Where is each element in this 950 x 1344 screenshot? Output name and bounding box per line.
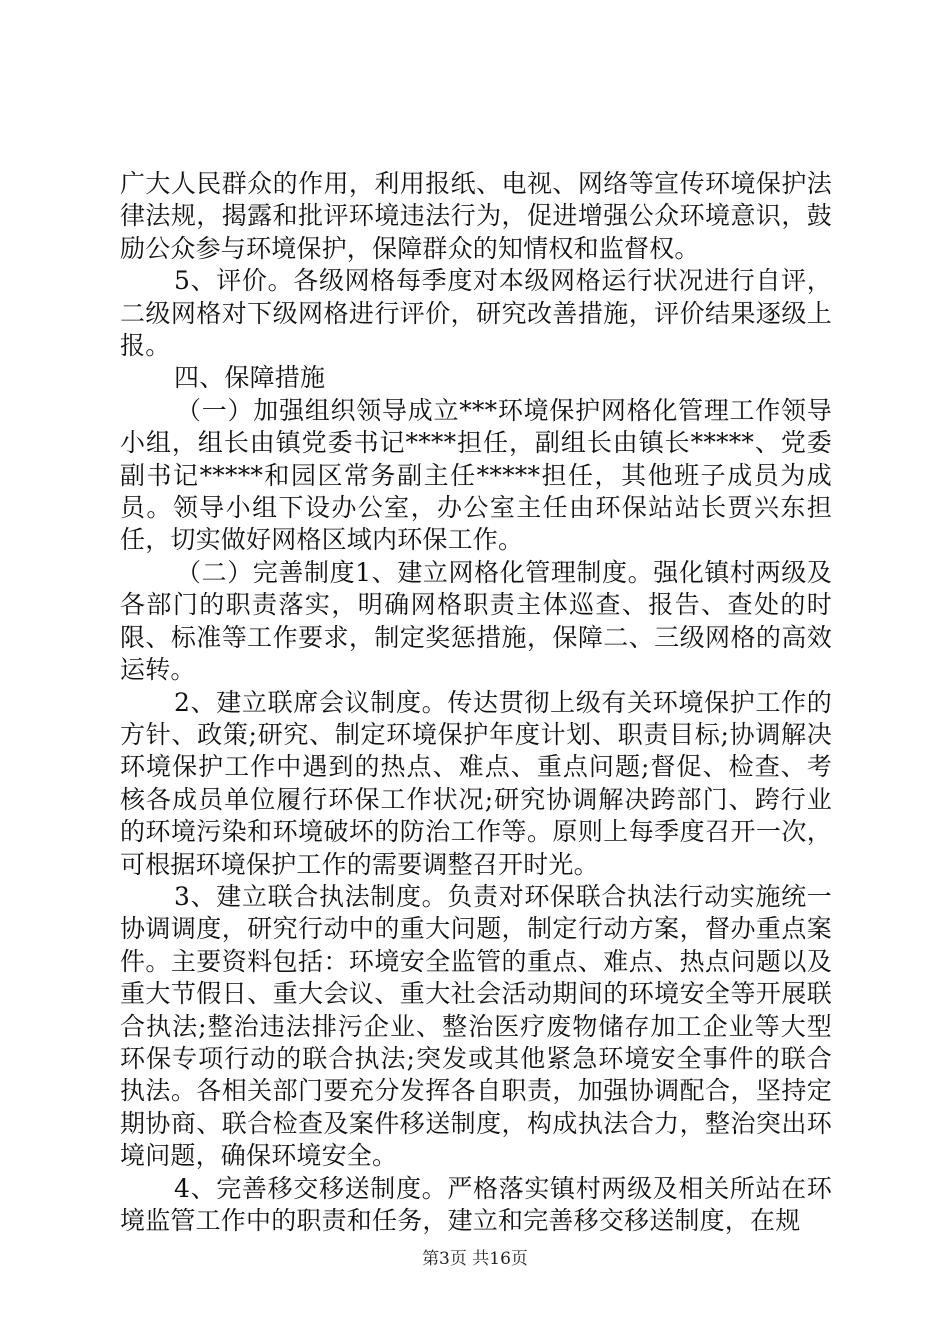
paragraph-joint-enforcement: 3、建立联合执法制度。负责对环保联合执法行动实施统一协调调度，研究行动中的重大问题，制定行动方案，督办重点案件。主要资料包括：环境安全监管的重点、难点、热点问题以及重大节假日、重大会议、重大社会活动期间的环境安全等开展联合执法;整治违法排污企业、整治医疗废物储存加工企业等大型环保专项行动的联合执法;突发或其他紧急环境安全事件的联合执法。各相关部门要充分发挥各自职责，加强协调配合，坚持定期协商、联合检查及案件移送制度，构成执法合力，整治突出环境问题，确保环境安全。 — [120, 881, 832, 1171]
page-number-footer: 第3页 共16页 — [422, 1249, 528, 1269]
paragraph-public-participation: 广大人民群众的作用，利用报纸、电视、网络等宣传环境保护法律法规，揭露和批评环境违法行为，促进增强公众环境意识，鼓励公众参与环境保护，保障群众的知情权和监督权。 — [120, 169, 832, 263]
paragraph-organization-leadership: （一）加强组织领导成立***环境保护网格化管理工作领导小组，组长由镇党委书记****担任，副组长由镇长*****、党委副书记*****和园区常务副主任*****担任，其他班子成员为成员。领导小组下设办公室，办公室主任由环保站站长贾兴东担任，切实做好网格区域内环保工作。 — [120, 395, 832, 555]
section-heading-safeguards: 四、保障措施 — [174, 363, 326, 393]
paragraph-evaluation: 5、评价。各级网格每季度对本级网格运行状况进行自评，二级网格对下级网格进行评价，研究改善措施，评价结果逐级上报。 — [120, 266, 832, 361]
paragraph-joint-meeting: 2、建立联席会议制度。传达贯彻上级有关环境保护工作的方针、政策;研究、制定环境保护年度计划、职责目标;协调解决环境保护工作中遇到的热点、难点、重点问题;督促、检查、考核各成员单位履行环保工作状况;研究协调解决跨部门、跨行业的环境污染和环境破坏的防治工作等。原则上每季度召开一次，可根据环境保护工作的需要调整召开时光。 — [120, 687, 832, 879]
document-body — [120, 168, 832, 1237]
paragraph-transfer-system: 4、完善移交移送制度。严格落实镇村两级及相关所站在环境监管工作中的职责和任务，建立和完善移交移送制度，在规 — [120, 1173, 832, 1235]
paragraph-improve-system: （二）完善制度1、建立网格化管理制度。强化镇村两级及各部门的职责落实，明确网格职责主体巡查、报告、查处的时限、标准等工作要求，制定奖惩措施，保障二、三级网格的高效运转。 — [120, 557, 832, 685]
